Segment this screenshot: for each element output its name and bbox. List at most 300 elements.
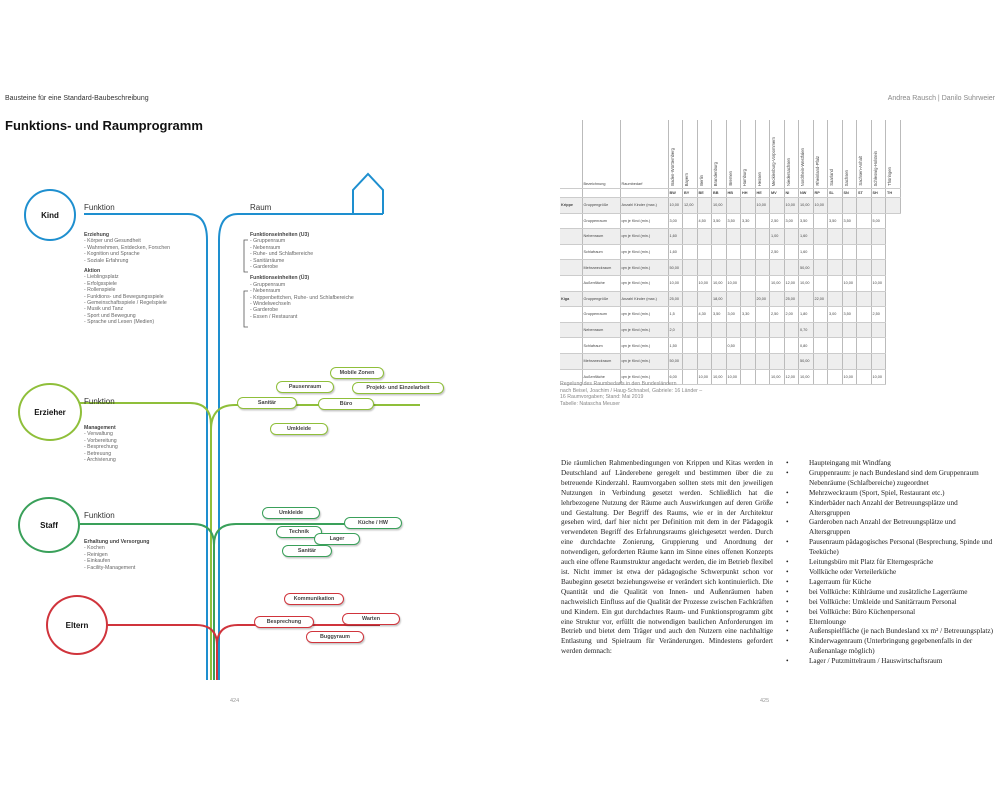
table-cell (784, 229, 799, 245)
table-cell (683, 307, 698, 323)
table-cell: Mehrzweckraum (582, 353, 620, 369)
table-cell (755, 213, 770, 229)
table-row (560, 307, 900, 323)
room-pill: Büro (318, 398, 374, 410)
table-cell: 10,00 (668, 275, 683, 291)
table-cell: 3,50 (712, 213, 727, 229)
table-cell: qm je Kind (min.) (620, 229, 668, 245)
table-cell (842, 244, 857, 260)
table-cell: 10,00 (712, 275, 727, 291)
table-cell: 3,50 (726, 213, 741, 229)
room-pill: Pausenraum (276, 381, 334, 393)
table-cell (741, 260, 756, 276)
room-pill: Buggyraum (306, 631, 364, 643)
table-cell: qm je Kind (min.) (620, 244, 668, 260)
column-header: Sachsen-Anhalt (857, 120, 872, 189)
list-item: - Vorbereitung (84, 437, 117, 444)
table-cell (857, 198, 872, 214)
kind-funktion-label: Funktion (84, 203, 115, 212)
table-cell (755, 353, 770, 369)
table-cell (741, 229, 756, 245)
column-header: Sachsen (842, 120, 857, 189)
list-item: • bei Vollküche: Kühlräume und zusätzliche Lagerräume (786, 588, 996, 598)
table-cell (857, 307, 872, 323)
table-cell (560, 353, 582, 369)
table-cell: Schlafraum (582, 338, 620, 354)
table-cell (828, 322, 843, 338)
table-cell: 10,00 (799, 275, 814, 291)
table-cell (683, 291, 698, 307)
table-cell: 10,00 (871, 275, 886, 291)
table-cell: 50,00 (668, 260, 683, 276)
table-cell: 3,50 (842, 307, 857, 323)
list-item: • bei Vollküche: Büro Küchenpersonal (786, 608, 996, 618)
table-cell (770, 322, 785, 338)
list-item: - Kochen (84, 545, 105, 552)
table-cell (697, 322, 712, 338)
table-cell: 3,00 (784, 213, 799, 229)
list-item: • Kinderwagenraum (Unterbringung gegebenenfalls in der Außenanlage möglich) (786, 637, 996, 657)
list-item: - Sanitärräume (250, 257, 285, 264)
table-header-row (560, 120, 900, 189)
table-cell (857, 213, 872, 229)
table-cell: 10,00 (799, 198, 814, 214)
table-cell: 1,60 (799, 244, 814, 260)
table-cell (828, 275, 843, 291)
table-cell (871, 353, 886, 369)
table-cell (857, 291, 872, 307)
table-row (560, 322, 900, 338)
room-pill: Umkleide (270, 423, 328, 435)
list-item: - Wahrnehmen, Entdecken, Forschen (84, 244, 171, 251)
table-cell: Außenfläche (582, 275, 620, 291)
table-cell (770, 353, 785, 369)
table-cell (828, 338, 843, 354)
table-cell (726, 229, 741, 245)
table-cell (813, 213, 828, 229)
table-cell: 6,00 (668, 369, 683, 385)
list-item: • Lagerraum für Küche (786, 578, 996, 588)
table-cell (828, 198, 843, 214)
room-pill: Besprechung (254, 616, 314, 628)
table-cell: qm je Kind (min.) (620, 369, 668, 385)
table-cell (683, 322, 698, 338)
table-cell: 3,50 (828, 213, 843, 229)
table-cell: 10,00 (770, 369, 785, 385)
table-cell: qm je Kind (min.) (620, 322, 668, 338)
list-item: - Kognition und Sprache (84, 251, 140, 258)
table-cell: Gruppenraum (582, 307, 620, 323)
column-header: Baden-Württemberg (668, 120, 683, 189)
table-cell (770, 198, 785, 214)
table-cell (871, 322, 886, 338)
table-cell: 2,0 (668, 322, 683, 338)
table-cell: 50,00 (668, 353, 683, 369)
eltern-branch (106, 625, 217, 680)
list-item: - Essen / Restaurant (250, 313, 298, 320)
table-cell: qm je Kind (min.) (620, 338, 668, 354)
table-cell: 10,00 (784, 198, 799, 214)
table-cell: Anzahl Kinder (max.) (620, 291, 668, 307)
table-cell (683, 338, 698, 354)
table-cell (697, 338, 712, 354)
list-item: - Einkaufen (84, 558, 111, 565)
list-item: - Garderobe (250, 264, 278, 271)
room-pill: Sanitär (237, 397, 297, 409)
table-cell: 10,00 (755, 198, 770, 214)
table-cell: 10,00 (697, 275, 712, 291)
table-row (560, 275, 900, 291)
list-item: - Reinigen (84, 551, 108, 558)
room-requirements-table (560, 120, 901, 385)
list-item: • Kinderbäder nach Anzahl der Betreuungsplätze und Altersgruppen (786, 499, 996, 519)
room-pill: Technik (276, 526, 322, 538)
table-cell (784, 260, 799, 276)
table-cell (697, 244, 712, 260)
table-cell (560, 244, 582, 260)
room-pill: Lager (314, 533, 360, 545)
table-cell (741, 322, 756, 338)
kind-raum-list (250, 232, 380, 320)
table-cell: 0,70 (799, 322, 814, 338)
list-item: - Erfolgsspiele (84, 280, 117, 287)
table-cell: 2,50 (871, 307, 886, 323)
table-row (560, 291, 900, 307)
table-cell: 10,00 (871, 369, 886, 385)
table-cell: 12,00 (784, 275, 799, 291)
page-title: Funktions- und Raumprogramm (5, 118, 203, 133)
column-header: Nordrhein-Westfalen (799, 120, 814, 189)
table-cell (770, 260, 785, 276)
staff-node: Staff (18, 497, 80, 553)
table-cell (741, 244, 756, 260)
table-cell (871, 198, 886, 214)
table-cell (712, 322, 727, 338)
table-cell: 2,50 (770, 307, 785, 323)
table-row (560, 338, 900, 354)
table-cell (813, 369, 828, 385)
table-cell: 3,30 (741, 307, 756, 323)
table-cell (871, 338, 886, 354)
table-cell (886, 198, 901, 214)
table-cell (770, 338, 785, 354)
column-header: Bezeichnung (582, 120, 620, 189)
caption-line: nach Beisel, Joachim / Haug-Schnabel, Gabriele: 16 Länder – (560, 387, 703, 394)
list-item: - Ruhe- und Schlafbereiche (250, 251, 314, 258)
column-header: Saarland (828, 120, 843, 189)
table-cell (755, 338, 770, 354)
group-heading: Management (84, 425, 116, 431)
column-header: Hamburg (741, 120, 756, 189)
table-cell (726, 198, 741, 214)
table-cell (726, 260, 741, 276)
table-cell (857, 338, 872, 354)
room-pill: Kommunikation (284, 593, 344, 605)
table-cell: Nebenraum (582, 229, 620, 245)
caption-line: 16 Raumvorgaben; Stand: Mai 2019 (560, 394, 644, 401)
table-caption (560, 381, 780, 407)
table-cell: 20,00 (755, 291, 770, 307)
table-cell: qm je Kind (min.) (620, 353, 668, 369)
list-item: - Körper und Gesundheit (84, 238, 141, 245)
table-cell: 4,50 (697, 213, 712, 229)
column-header: Thüringen (886, 120, 901, 189)
table-cell (857, 369, 872, 385)
kind-node: Kind (24, 189, 76, 241)
list-item: • Vollküche oder Verteilerküche (786, 568, 996, 578)
table-abbr-row: BW BY BE BB HB HH HE MV NI NW RP SL SN ST SH TH (560, 189, 900, 198)
table-cell (712, 353, 727, 369)
table-cell (726, 322, 741, 338)
running-header-right: Andrea Rausch | Danilo Suhrweier (887, 95, 995, 102)
table-cell (741, 198, 756, 214)
table-cell (784, 338, 799, 354)
house-icon (353, 174, 383, 214)
table-cell: qm je Kind (min.) (620, 275, 668, 291)
group-heading: Funktionseinheiten (U3) (250, 232, 310, 238)
column-header: Niedersachsen (784, 120, 799, 189)
table-cell: 3,50 (842, 213, 857, 229)
table-cell: 1,60 (799, 229, 814, 245)
list-item: • Garderoben nach Anzahl der Betreuungsplätze und Altersgruppen (786, 518, 996, 538)
table-cell: 3,50 (712, 307, 727, 323)
list-item: • Mehrzweckraum (Sport, Spiel, Restaurant etc.) (786, 489, 996, 499)
list-item: - Krippenbettchen, Ruhe- und Schlafbereiche (250, 294, 354, 301)
table-cell (813, 275, 828, 291)
table-cell: 3,00 (726, 307, 741, 323)
table-cell: Schlafraum (582, 244, 620, 260)
table-cell (755, 307, 770, 323)
table-cell (857, 244, 872, 260)
list-item: - Gruppenraum (250, 281, 286, 288)
table-cell (741, 353, 756, 369)
list-item: - Archivierung (84, 457, 116, 464)
table-cell (683, 229, 698, 245)
table-cell: 18,00 (712, 291, 727, 307)
staff-funktion-list (84, 539, 194, 571)
table-cell: 50,00 (799, 353, 814, 369)
list-item: • Elternlounge (786, 618, 996, 628)
table-cell (697, 229, 712, 245)
table-row (560, 213, 900, 229)
column-header: Bremen (726, 120, 741, 189)
table-cell (741, 338, 756, 354)
erzieher-funktion-list (84, 425, 194, 463)
table-cell: 10,00 (799, 369, 814, 385)
column-header: Schleswig-Holstein (871, 120, 886, 189)
column-header: Mecklenburg-Vorpommern (770, 120, 785, 189)
table-cell (871, 260, 886, 276)
table-cell: Gruppengröße (582, 291, 620, 307)
list-item: - Verwaltung (84, 431, 113, 438)
table-cell: 10,00 (712, 369, 727, 385)
table-cell (842, 338, 857, 354)
table-cell (842, 229, 857, 245)
table-row (560, 229, 900, 245)
table-cell: 10,00 (842, 369, 857, 385)
list-item: - Nebenraum (250, 244, 281, 251)
table-cell (712, 260, 727, 276)
table-cell: 10,00 (726, 275, 741, 291)
table-cell: 25,00 (784, 291, 799, 307)
table-cell (697, 353, 712, 369)
table-cell (741, 275, 756, 291)
table-cell (770, 291, 785, 307)
table-cell (857, 260, 872, 276)
bracket-ue3 (244, 291, 248, 327)
list-item: - Besprechung (84, 444, 118, 451)
table-cell (857, 353, 872, 369)
erzieher-node: Erzieher (18, 383, 82, 441)
list-item: - Nebenraum (250, 288, 281, 295)
table-cell (683, 213, 698, 229)
table-cell: 22,00 (813, 291, 828, 307)
table-cell (871, 229, 886, 245)
table-cell (828, 260, 843, 276)
table-cell (828, 244, 843, 260)
erzieher-funktion-label: Funktion (84, 397, 115, 406)
list-item: - Sprache und Lesen (Medien) (84, 319, 155, 326)
table-cell (726, 353, 741, 369)
list-item: • Außenspielfläche (je nach Bundesland xx m² / Betreuungsplatz) (786, 627, 996, 637)
table-cell (828, 291, 843, 307)
table-cell (857, 322, 872, 338)
table-cell (799, 291, 814, 307)
table-cell: Nebenraum (582, 322, 620, 338)
table-cell: 2,00 (784, 307, 799, 323)
table-cell (842, 198, 857, 214)
eltern-node: Eltern (46, 595, 108, 655)
list-item: • Leitungsbüro mit Platz für Elterngespräche (786, 558, 996, 568)
table-cell (712, 338, 727, 354)
table-cell (712, 229, 727, 245)
table-cell: Anzahl Kinder (max.) (620, 198, 668, 214)
table-cell: 2,50 (770, 213, 785, 229)
table-cell (813, 338, 828, 354)
table-cell: 50,00 (799, 260, 814, 276)
list-item: - Lieblingsplatz (84, 274, 119, 281)
table-cell (828, 229, 843, 245)
table-cell: qm je Kind (min.) (620, 213, 668, 229)
table-cell (726, 244, 741, 260)
table-cell (842, 260, 857, 276)
table-cell: 3,00 (668, 213, 683, 229)
table-cell (697, 260, 712, 276)
table-cell (784, 244, 799, 260)
kind-funktion-list (84, 232, 204, 326)
table-cell (560, 338, 582, 354)
list-item: - Windelwechseln (250, 301, 291, 308)
table-cell: 1,00 (770, 229, 785, 245)
table-cell (784, 353, 799, 369)
list-item: • Lager / Putzmittelraum / Hauswirtschaftsraum (786, 657, 996, 667)
table-cell (726, 291, 741, 307)
table-cell: 3,00 (828, 307, 843, 323)
list-item: • Haupteingang mit Windfang (786, 459, 996, 469)
table-cell: 10,00 (842, 275, 857, 291)
table-cell: 1,50 (668, 338, 683, 354)
table-cell (813, 307, 828, 323)
table-cell: 10,00 (712, 198, 727, 214)
table-cell (755, 260, 770, 276)
table-cell: Krippe (560, 198, 582, 214)
table-cell (871, 244, 886, 260)
table-cell: 25,00 (668, 291, 683, 307)
table-cell: 1,80 (799, 307, 814, 323)
table-cell (560, 275, 582, 291)
table-cell (560, 213, 582, 229)
table-cell (784, 322, 799, 338)
table-row (560, 353, 900, 369)
table-cell (683, 260, 698, 276)
room-pill: Projekt- und Einzelarbeit (352, 382, 444, 394)
room-pill: Mobile Zonen (330, 367, 384, 379)
table-cell: 1,60 (668, 229, 683, 245)
table-cell (813, 260, 828, 276)
table-cell: 12,00 (683, 198, 698, 214)
table-row (560, 260, 900, 276)
table-cell (842, 291, 857, 307)
column-header: Brandenburg (712, 120, 727, 189)
table-cell: 5,00 (871, 213, 886, 229)
table-cell: qm je Kind (min.) (620, 260, 668, 276)
table-cell: qm je Kind (min.) (620, 307, 668, 323)
caption-line: Regelung des Raumbedarfs in den Bundesländern (560, 381, 677, 387)
table-cell (828, 353, 843, 369)
room-pill: Umkleide (262, 507, 320, 519)
column-header: Hessen (755, 120, 770, 189)
running-header-left: Bausteine für eine Standard-Baubeschreibung (5, 95, 149, 102)
list-item: - Soziale Erfahrung (84, 257, 129, 264)
list-item: • bei Vollküche: Umkleide und Sanitärraum Personal (786, 598, 996, 608)
list-item: • Gruppenraum: je nach Bundesland sind dem Gruppenraum Nebenräume (Schlafbereiche) zugeordnet (786, 469, 996, 489)
table-cell (741, 291, 756, 307)
column-header: Bayern (683, 120, 698, 189)
table-cell (683, 244, 698, 260)
list-item: • Pausenraum pädagogisches Personal (Besprechung, Spinde und Teeküche) (786, 538, 996, 558)
list-item: - Gruppenraum (250, 238, 286, 245)
room-pill: Warten (342, 613, 400, 625)
table-cell: Außenfläche (582, 369, 620, 385)
group-heading: Erhaltung und Versorgung (84, 539, 150, 545)
table-cell (871, 291, 886, 307)
table-cell (755, 229, 770, 245)
list-item: - Sport und Bewegung (84, 312, 136, 319)
table-cell: 0,50 (726, 338, 741, 354)
requirements-list (786, 459, 996, 667)
table-cell (683, 353, 698, 369)
table-cell (813, 353, 828, 369)
table-cell: 10,00 (726, 369, 741, 385)
table-cell: 2,50 (770, 244, 785, 260)
table-cell (755, 322, 770, 338)
table-cell (697, 198, 712, 214)
table-cell: Gruppenraum (582, 213, 620, 229)
table-cell: 4,30 (697, 307, 712, 323)
list-item: - Betreuung (84, 450, 112, 457)
table-cell: 1,60 (668, 244, 683, 260)
table-cell (712, 244, 727, 260)
table-cell (857, 275, 872, 291)
table-cell (683, 275, 698, 291)
group-heading: Aktion (84, 268, 101, 275)
table-cell (842, 353, 857, 369)
column-header: Raumbedarf (620, 120, 668, 189)
table-cell (842, 322, 857, 338)
table-cell: 0,80 (799, 338, 814, 354)
list-item: - Garderobe (250, 307, 278, 314)
table-cell (560, 307, 582, 323)
